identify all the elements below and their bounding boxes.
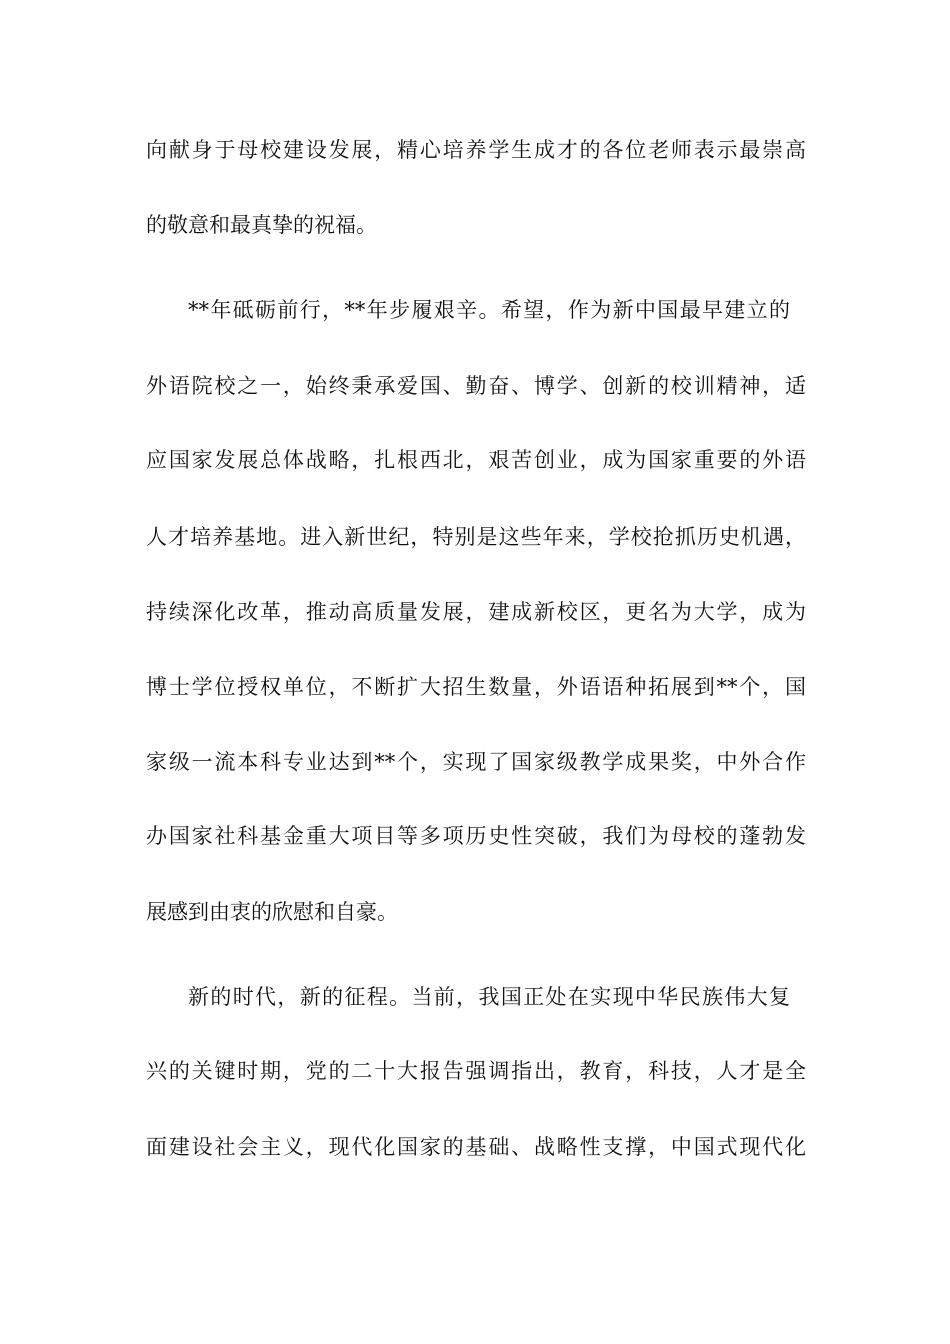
paragraph-line: 外语院校之一，始终秉承爱国、勤奋、博学、创新的校训精神，适 bbox=[146, 374, 806, 398]
paragraph-line: 博士学位授权单位，不断扩大招生数量，外语语种拓展到**个，国 bbox=[146, 675, 806, 699]
paragraph-line: 向献身于母校建设发展，精心培养学生成才的各位老师表示最崇高 bbox=[146, 138, 806, 162]
paragraph-line: 的敬意和最真挚的祝福。 bbox=[146, 213, 377, 237]
paragraph-line: 家级一流本科专业达到**个，实现了国家级教学成果奖，中外合作 bbox=[146, 750, 806, 774]
paragraph-line: **年砥砺前行，**年步履艰辛。希望，作为新中国最早建立的 bbox=[188, 298, 790, 322]
paragraph-line: 面建设社会主义，现代化国家的基础、战略性支撑，中国式现代化 bbox=[146, 1135, 806, 1159]
paragraph-line: 办国家社科基金重大项目等多项历史性突破，我们为母校的蓬勃发 bbox=[146, 824, 806, 848]
paragraph-line: 人才培养基地。进入新世纪，特别是这些年来，学校抢抓历史机遇， bbox=[146, 525, 806, 549]
paragraph-line: 持续深化改革，推动高质量发展，建成新校区，更名为大学，成为 bbox=[146, 600, 806, 624]
paragraph-line: 新的时代，新的征程。当前，我国正处在实现中华民族伟大复 bbox=[188, 985, 790, 1009]
paragraph-line: 兴的关键时期，党的二十大报告强调指出，教育，科技，人才是全 bbox=[146, 1059, 806, 1083]
paragraph-line: 应国家发展总体战略，扎根西北，艰苦创业，成为国家重要的外语 bbox=[146, 448, 806, 472]
paragraph-line: 展感到由衷的欣慰和自豪。 bbox=[146, 900, 398, 924]
